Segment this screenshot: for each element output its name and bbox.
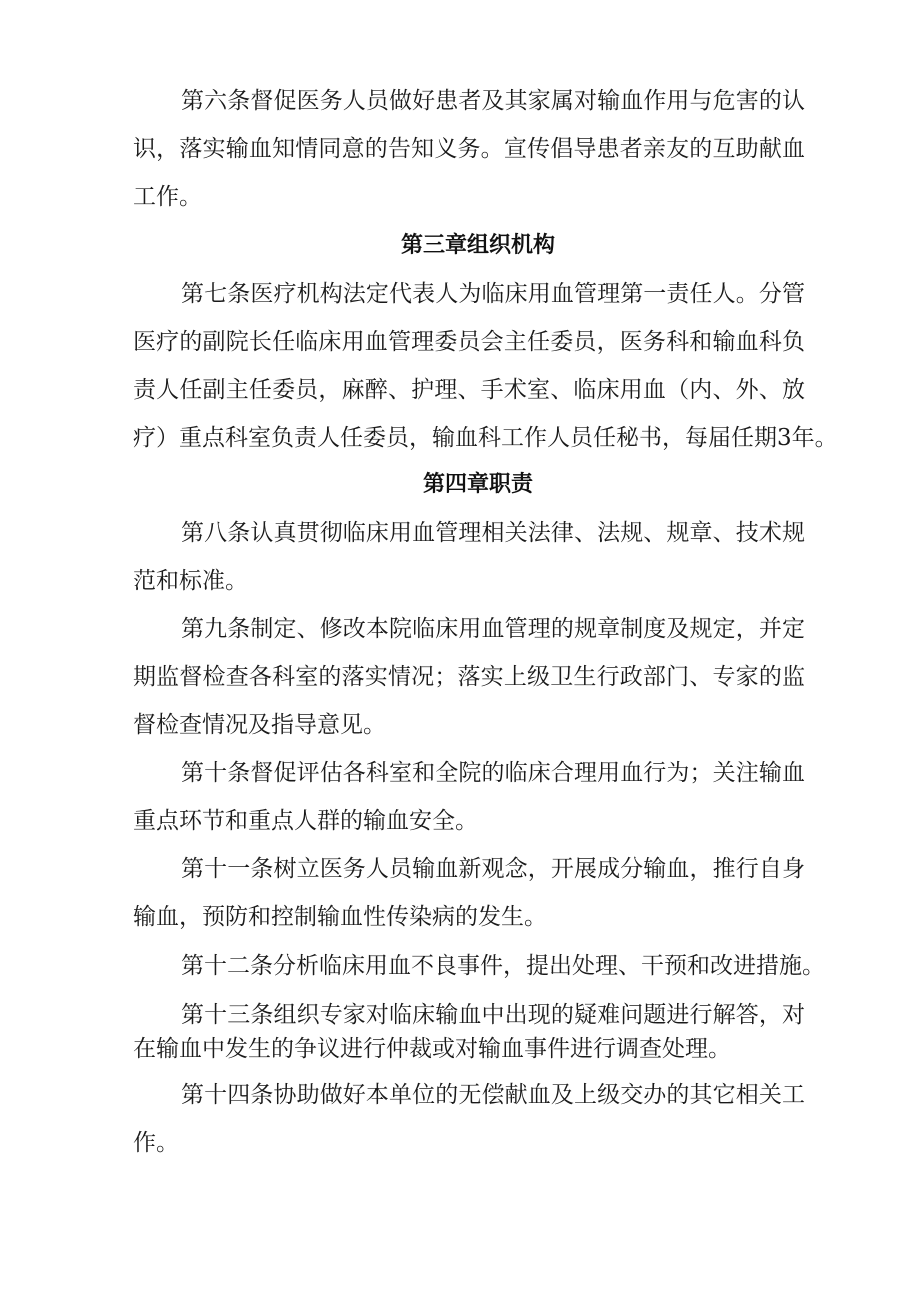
article-7-line-4: 疗）重点科室负责人任委员，输血科工作人员任秘书，每届任期3年。 [133,425,838,451]
chapter-3-heading: 第三章组织机构 [400,233,555,258]
article-10-line-2: 重点环节和重点人群的输血安全。 [133,808,478,834]
article-11-line-2: 输血，预防和控制输血性传染病的发生。 [133,904,547,930]
article-9-line-3: 督检查情况及指导意见。 [133,712,386,738]
article-14-line-2: 作。 [133,1130,179,1156]
article-7-line-3: 责人任副主任委员，麻醉、护理、手术室、临床用血（内、外、放 [133,377,805,403]
article-10-line-1: 第十条督促评估各科室和全院的临床合理用血行为；关注输血 [181,760,805,786]
article-9-line-1: 第九条制定、修改本院临床用血管理的规章制度及规定，并定 [181,616,805,642]
chapter-4-heading: 第四章职责 [422,472,533,497]
article-14-line-1: 第十四条协助做好本单位的无偿献血及上级交办的其它相关工 [181,1082,805,1108]
article-6-line-1: 第六条督促医务人员做好患者及其家属对输血作用与危害的认 [181,88,805,114]
article-6-line-2: 识，落实输血知情同意的告知义务。宣传倡导患者亲友的互助献血 [133,136,805,162]
article-8-line-1: 第八条认真贯彻临床用血管理相关法律、法规、规章、技术规 [181,520,805,546]
article-13-line-1: 第十三条组织专家对临床输血中出现的疑难问题进行解答，对 [181,1002,805,1028]
article-6-line-3: 工作。 [133,184,202,210]
article-7-line-2: 医疗的副院长任临床用血管理委员会主任委员，医务科和输血科负 [133,329,805,355]
article-9-line-2: 期监督检查各科室的落实情况；落实上级卫生行政部门、专家的监 [133,664,805,690]
article-11-line-1: 第十一条树立医务人员输血新观念，开展成分输血，推行自身 [181,856,805,882]
article-7-line-1: 第七条医疗机构法定代表人为临床用血管理第一责任人。分管 [181,281,805,307]
article-13-line-2: 在输血中发生的争议进行仲裁或对输血事件进行调查处理。 [133,1036,731,1062]
article-12-line-1: 第十二条分析临床用血不良事件，提出处理、干预和改进措施。 [181,953,825,979]
article-8-line-2: 范和标准。 [133,568,248,594]
